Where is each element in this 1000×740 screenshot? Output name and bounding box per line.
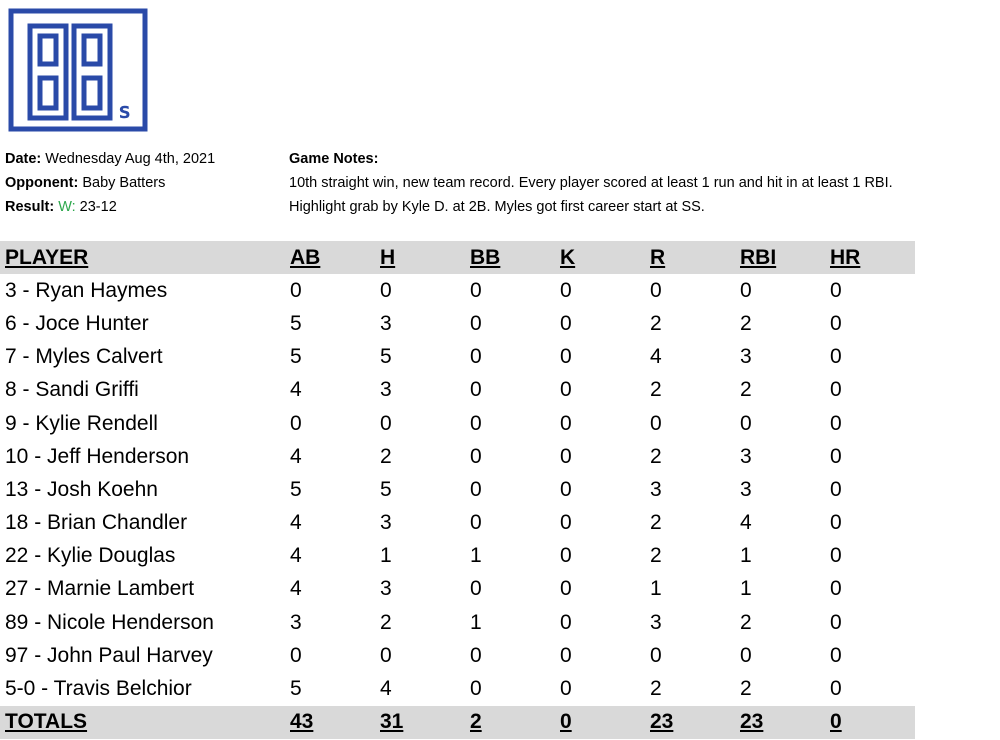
stat-ab: 3 <box>290 610 302 634</box>
stat-k: 0 <box>560 577 572 601</box>
stat-r: 0 <box>650 411 662 435</box>
table-row <box>0 606 915 639</box>
stat-r: 2 <box>650 311 662 335</box>
stat-ab: 0 <box>290 643 302 667</box>
stat-ab: 5 <box>290 677 302 701</box>
game-date: Wednesday Aug 4th, 2021 <box>45 151 216 167</box>
table-row <box>0 407 915 440</box>
stat-hr: 0 <box>830 643 842 667</box>
stat-h: 0 <box>380 411 392 435</box>
stat-bb: 0 <box>470 677 482 701</box>
box-score-table <box>0 241 915 739</box>
stat-h: 3 <box>380 311 392 335</box>
column-header-ab: AB <box>290 245 321 269</box>
stat-hr: 0 <box>830 677 842 701</box>
stat-r: 2 <box>650 544 662 568</box>
stat-h: 2 <box>380 610 392 634</box>
logo-s-letter: s <box>118 99 132 124</box>
player-name: 5-0 - Travis Belchior <box>5 677 192 701</box>
player-name: 22 - Kylie Douglas <box>5 544 176 568</box>
stat-h: 3 <box>380 511 392 535</box>
stat-r: 0 <box>650 643 662 667</box>
stat-k: 0 <box>560 677 572 701</box>
table-row <box>0 307 915 340</box>
table-row <box>0 473 915 506</box>
stat-bb: 0 <box>470 477 482 501</box>
team-logo <box>8 8 148 132</box>
result-score: 23-12 <box>79 199 117 215</box>
stat-k: 0 <box>560 378 572 402</box>
stat-ab: 0 <box>290 411 302 435</box>
stat-h: 0 <box>380 278 392 302</box>
table-row <box>0 440 915 473</box>
stat-bb: 0 <box>470 311 482 335</box>
player-name: 13 - Josh Koehn <box>5 477 158 501</box>
stat-k: 0 <box>560 444 572 468</box>
stat-k: 0 <box>560 610 572 634</box>
stat-hr: 0 <box>830 345 842 369</box>
stat-r: 3 <box>650 477 662 501</box>
stat-k: 0 <box>560 345 572 369</box>
player-name: 3 - Ryan Haymes <box>5 278 168 302</box>
stat-h: 3 <box>380 378 392 402</box>
stat-bb: 0 <box>470 411 482 435</box>
column-header-r: R <box>650 245 666 269</box>
stat-ab: 5 <box>290 345 302 369</box>
column-header-hr: HR <box>830 245 861 269</box>
stat-k: 0 <box>560 511 572 535</box>
stat-rbi: 1 <box>740 577 752 601</box>
stat-rbi: 3 <box>740 444 752 468</box>
total-k: 0 <box>560 710 572 734</box>
opponent-name: Baby Batters <box>82 175 166 191</box>
stat-bb: 0 <box>470 278 482 302</box>
player-name: 27 - Marnie Lambert <box>5 577 195 601</box>
totals-label: TOTALS <box>5 710 88 734</box>
player-name: 18 - Brian Chandler <box>5 511 188 535</box>
stat-hr: 0 <box>830 378 842 402</box>
stat-h: 0 <box>380 643 392 667</box>
stat-bb: 0 <box>470 577 482 601</box>
table-row <box>0 639 915 672</box>
column-header-rbi: RBI <box>740 245 777 269</box>
player-name: 7 - Myles Calvert <box>5 345 163 369</box>
stat-r: 2 <box>650 444 662 468</box>
total-bb: 2 <box>470 710 482 734</box>
table-row <box>0 341 915 374</box>
stat-hr: 0 <box>830 278 842 302</box>
stat-h: 3 <box>380 577 392 601</box>
stat-r: 1 <box>650 577 662 601</box>
stat-k: 0 <box>560 311 572 335</box>
stat-bb: 1 <box>470 610 482 634</box>
stat-ab: 4 <box>290 511 302 535</box>
table-header-row <box>0 241 915 274</box>
stat-rbi: 2 <box>740 677 752 701</box>
stat-bb: 0 <box>470 444 482 468</box>
stat-r: 2 <box>650 378 662 402</box>
column-header-h: H <box>380 245 396 269</box>
stat-k: 0 <box>560 477 572 501</box>
player-rows <box>0 274 915 705</box>
stat-r: 2 <box>650 677 662 701</box>
game-notes <box>289 147 997 219</box>
total-r: 23 <box>650 710 674 734</box>
stat-hr: 0 <box>830 311 842 335</box>
table-row <box>0 274 915 307</box>
game-notes-line: Highlight grab by Kyle D. at 2B. Myles got first career start at SS. <box>289 199 705 215</box>
stat-ab: 4 <box>290 544 302 568</box>
column-header-bb: BB <box>470 245 501 269</box>
stat-r: 2 <box>650 511 662 535</box>
player-name: 6 - Joce Hunter <box>5 311 149 335</box>
table-row <box>0 573 915 606</box>
stat-rbi: 2 <box>740 311 752 335</box>
stat-h: 1 <box>380 544 392 568</box>
stat-k: 0 <box>560 278 572 302</box>
table-row <box>0 507 915 540</box>
total-rbi: 23 <box>740 710 764 734</box>
stat-h: 2 <box>380 444 392 468</box>
stat-hr: 0 <box>830 511 842 535</box>
stat-ab: 0 <box>290 278 302 302</box>
player-name: 89 - Nicole Henderson <box>5 610 214 634</box>
stat-hr: 0 <box>830 577 842 601</box>
stat-rbi: 3 <box>740 477 752 501</box>
stat-ab: 4 <box>290 577 302 601</box>
stat-k: 0 <box>560 411 572 435</box>
game-notes-line: 10th straight win, new team record. Every player scored at least 1 run and hit in at least 1 RBI. <box>289 175 893 191</box>
player-name: 8 - Sandi Griffi <box>5 378 139 402</box>
player-name: 10 - Jeff Henderson <box>5 444 190 468</box>
total-hr: 0 <box>830 710 842 734</box>
stat-ab: 4 <box>290 378 302 402</box>
stat-bb: 0 <box>470 345 482 369</box>
result-label: Result: <box>5 199 55 215</box>
column-header-k: K <box>560 245 576 269</box>
stat-hr: 0 <box>830 610 842 634</box>
stat-rbi: 0 <box>740 411 752 435</box>
column-header-player: PLAYER <box>5 245 89 269</box>
stat-r: 4 <box>650 345 662 369</box>
stat-r: 3 <box>650 610 662 634</box>
stat-h: 4 <box>380 677 392 701</box>
stat-rbi: 2 <box>740 378 752 402</box>
totals-row <box>0 706 915 739</box>
total-ab: 43 <box>290 710 314 734</box>
game-notes-label: Game Notes: <box>289 151 379 167</box>
stat-bb: 0 <box>470 378 482 402</box>
stat-hr: 0 <box>830 544 842 568</box>
total-h: 31 <box>380 710 404 734</box>
date-label: Date: <box>5 151 42 167</box>
stat-rbi: 0 <box>740 643 752 667</box>
stat-h: 5 <box>380 345 392 369</box>
result-code: W: <box>58 199 76 215</box>
stat-bb: 0 <box>470 511 482 535</box>
player-name: 97 - John Paul Harvey <box>5 643 213 667</box>
game-info <box>5 147 275 219</box>
stat-hr: 0 <box>830 477 842 501</box>
stat-rbi: 4 <box>740 511 752 535</box>
stat-hr: 0 <box>830 444 842 468</box>
stat-hr: 0 <box>830 411 842 435</box>
stat-rbi: 0 <box>740 278 752 302</box>
stat-rbi: 1 <box>740 544 752 568</box>
stat-rbi: 3 <box>740 345 752 369</box>
stat-rbi: 2 <box>740 610 752 634</box>
stat-k: 0 <box>560 643 572 667</box>
stat-h: 5 <box>380 477 392 501</box>
game-date-row <box>5 147 275 171</box>
result-row <box>5 195 275 219</box>
stat-ab: 4 <box>290 444 302 468</box>
stat-ab: 5 <box>290 311 302 335</box>
stat-r: 0 <box>650 278 662 302</box>
table-row <box>0 540 915 573</box>
player-name: 9 - Kylie Rendell <box>5 411 158 435</box>
stat-k: 0 <box>560 544 572 568</box>
opponent-row <box>5 171 275 195</box>
opponent-label: Opponent: <box>5 175 79 191</box>
table-row <box>0 374 915 407</box>
stat-bb: 1 <box>470 544 482 568</box>
table-row <box>0 672 915 705</box>
stat-bb: 0 <box>470 643 482 667</box>
stat-ab: 5 <box>290 477 302 501</box>
